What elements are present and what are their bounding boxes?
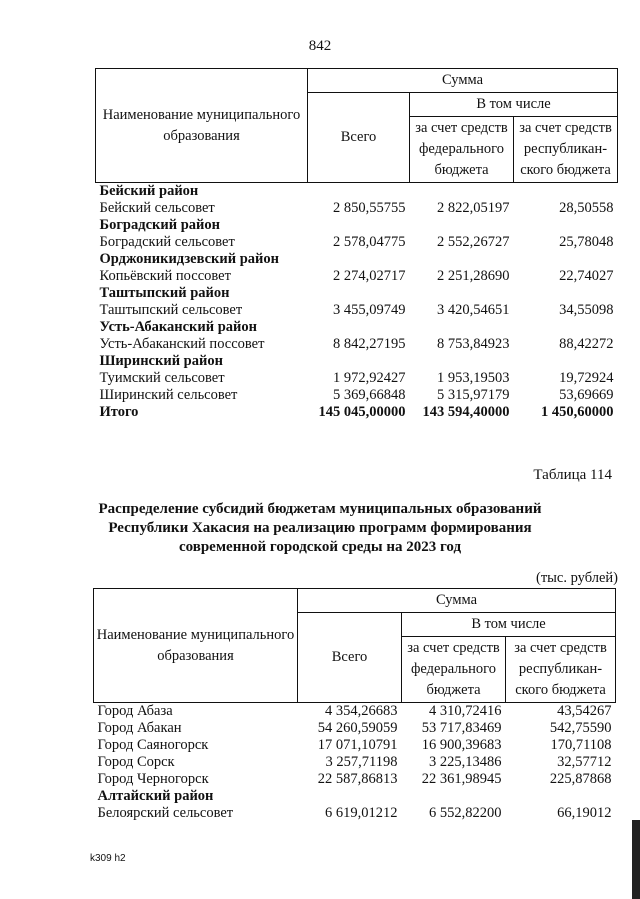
table-row — [94, 771, 616, 788]
cell-total: 6 619,01212 — [325, 805, 398, 821]
document-title — [0, 500, 640, 557]
table-row — [94, 805, 616, 822]
cell-total: 1 972,92427 — [333, 370, 406, 386]
cell-republic: 225,87868 — [549, 771, 612, 787]
table-row — [94, 703, 616, 721]
cell-name: Бейский район — [99, 183, 199, 199]
header-sum: Сумма — [308, 69, 618, 93]
cell-federal: 5 315,97179 — [437, 387, 510, 403]
total-row — [96, 404, 618, 421]
cell-federal: 53 717,83469 — [421, 720, 502, 736]
table-row — [96, 370, 618, 387]
cell-federal: 8 753,84923 — [437, 336, 510, 352]
cell-republic: 34,55098 — [559, 302, 614, 318]
cell-name: Туимский сельсовет — [99, 370, 225, 386]
cell-total: 5 369,66848 — [333, 387, 406, 403]
table-row — [94, 720, 616, 737]
table-row — [94, 737, 616, 754]
cell-name: Усть-Абаканский район — [99, 319, 258, 335]
cell-name: Алтайский район — [97, 788, 214, 804]
cell-federal: 22 361,98945 — [421, 771, 502, 787]
header-name: Наименование муниципального образования — [94, 589, 298, 703]
header-incl: В том числе — [410, 93, 618, 117]
cell-name: Город Абаза — [97, 703, 173, 719]
cell-name: Белоярский сельсовет — [97, 805, 234, 821]
cell-total: 17 071,10791 — [317, 737, 398, 753]
group-row — [96, 217, 618, 234]
cell-federal: 16 900,39683 — [421, 737, 502, 753]
cell-federal: 4 310,72416 — [429, 703, 502, 719]
cell-federal: 3 225,13486 — [429, 754, 502, 770]
header-republic: за счет средств республикан-ского бюджета — [506, 637, 616, 703]
subsidy-table-2 — [93, 588, 616, 822]
header-incl: В том числе — [402, 613, 616, 637]
cell-name: Копьёвский поссовет — [99, 268, 231, 284]
cell-republic: 1 450,60000 — [541, 404, 614, 420]
cell-republic: 542,75590 — [549, 720, 612, 736]
table-row — [96, 302, 618, 319]
header-federal: за счет средств федерального бюджета — [410, 117, 514, 183]
cell-name: Таштыпский сельсовет — [99, 302, 243, 318]
header-federal: за счет средств федерального бюджета — [402, 637, 506, 703]
cell-republic: 22,74027 — [559, 268, 614, 284]
page-number: 842 — [308, 38, 332, 54]
cell-republic: 88,42272 — [559, 336, 614, 352]
cell-republic: 19,72924 — [559, 370, 614, 386]
cell-federal: 2 552,26727 — [437, 234, 510, 250]
cell-name: Бейский сельсовет — [99, 200, 215, 216]
group-row — [96, 319, 618, 336]
cell-total: 2 578,04775 — [333, 234, 406, 250]
cell-republic: 43,54267 — [557, 703, 612, 719]
cell-name: Город Черногорск — [97, 771, 209, 787]
cell-name: Город Сорск — [97, 754, 175, 770]
cell-name: Город Абакан — [97, 720, 182, 736]
cell-total: 8 842,27195 — [333, 336, 406, 352]
cell-total: 2 274,02717 — [333, 268, 406, 284]
title-line: современной городской среды на 2023 год — [178, 539, 462, 555]
group-row — [96, 183, 618, 201]
cell-name: Боградский район — [99, 217, 220, 233]
cell-republic: 66,19012 — [557, 805, 612, 821]
table-1-body — [96, 183, 618, 422]
table-row — [94, 754, 616, 771]
cell-name: Ширинский район — [99, 353, 223, 369]
cell-name: Таштыпский район — [99, 285, 230, 301]
cell-federal: 2 822,05197 — [437, 200, 510, 216]
scan-edge — [632, 820, 640, 899]
table-row — [96, 268, 618, 285]
cell-federal: 2 251,28690 — [437, 268, 510, 284]
header-total: Всего — [308, 93, 410, 183]
cell-republic: 32,57712 — [557, 754, 612, 770]
cell-federal: 1 953,19503 — [437, 370, 510, 386]
cell-total: 3 257,71198 — [325, 754, 398, 770]
cell-republic: 170,71108 — [550, 737, 612, 753]
units-label: (тыс. рублей) — [536, 570, 618, 586]
cell-name: Усть-Абаканский поссовет — [99, 336, 265, 352]
cell-name: Итого — [99, 404, 139, 420]
cell-total: 2 850,55755 — [333, 200, 406, 216]
header-republic: за счет средств республикан-ского бюджета — [514, 117, 618, 183]
footer-code: k309 h2 — [90, 853, 126, 864]
group-row — [94, 788, 616, 805]
cell-federal: 3 420,54651 — [437, 302, 510, 318]
cell-republic: 28,50558 — [559, 200, 614, 216]
table-row — [96, 387, 618, 404]
cell-name: Орджоникидзевский район — [99, 251, 279, 267]
header-name: Наименование муниципального образования — [96, 69, 308, 183]
cell-federal: 143 594,40000 — [422, 404, 510, 420]
header-sum: Сумма — [298, 589, 616, 613]
header-total: Всего — [298, 613, 402, 703]
cell-federal: 6 552,82200 — [429, 805, 502, 821]
table-row — [96, 234, 618, 251]
cell-total: 145 045,00000 — [318, 404, 406, 420]
title-line: Республики Хакасия на реализацию программ формирования — [108, 520, 532, 536]
cell-total: 54 260,59059 — [317, 720, 398, 736]
group-row — [96, 353, 618, 370]
cell-republic: 25,78048 — [559, 234, 614, 250]
cell-name: Город Саяногорск — [97, 737, 209, 753]
group-row — [96, 251, 618, 268]
title-line: Распределение субсидий бюджетам муниципальных образований — [98, 501, 542, 517]
cell-name: Боградский сельсовет — [99, 234, 235, 250]
cell-total: 3 455,09749 — [333, 302, 406, 318]
table-row — [96, 200, 618, 217]
cell-total: 4 354,26683 — [325, 703, 398, 719]
table-2-body — [94, 703, 616, 823]
cell-republic: 53,69669 — [559, 387, 614, 403]
cell-total: 22 587,86813 — [317, 771, 398, 787]
table-row — [96, 336, 618, 353]
table-label: Таблица 114 — [533, 467, 612, 483]
cell-name: Ширинский сельсовет — [99, 387, 238, 403]
group-row — [96, 285, 618, 302]
subsidy-table-1 — [95, 68, 618, 421]
